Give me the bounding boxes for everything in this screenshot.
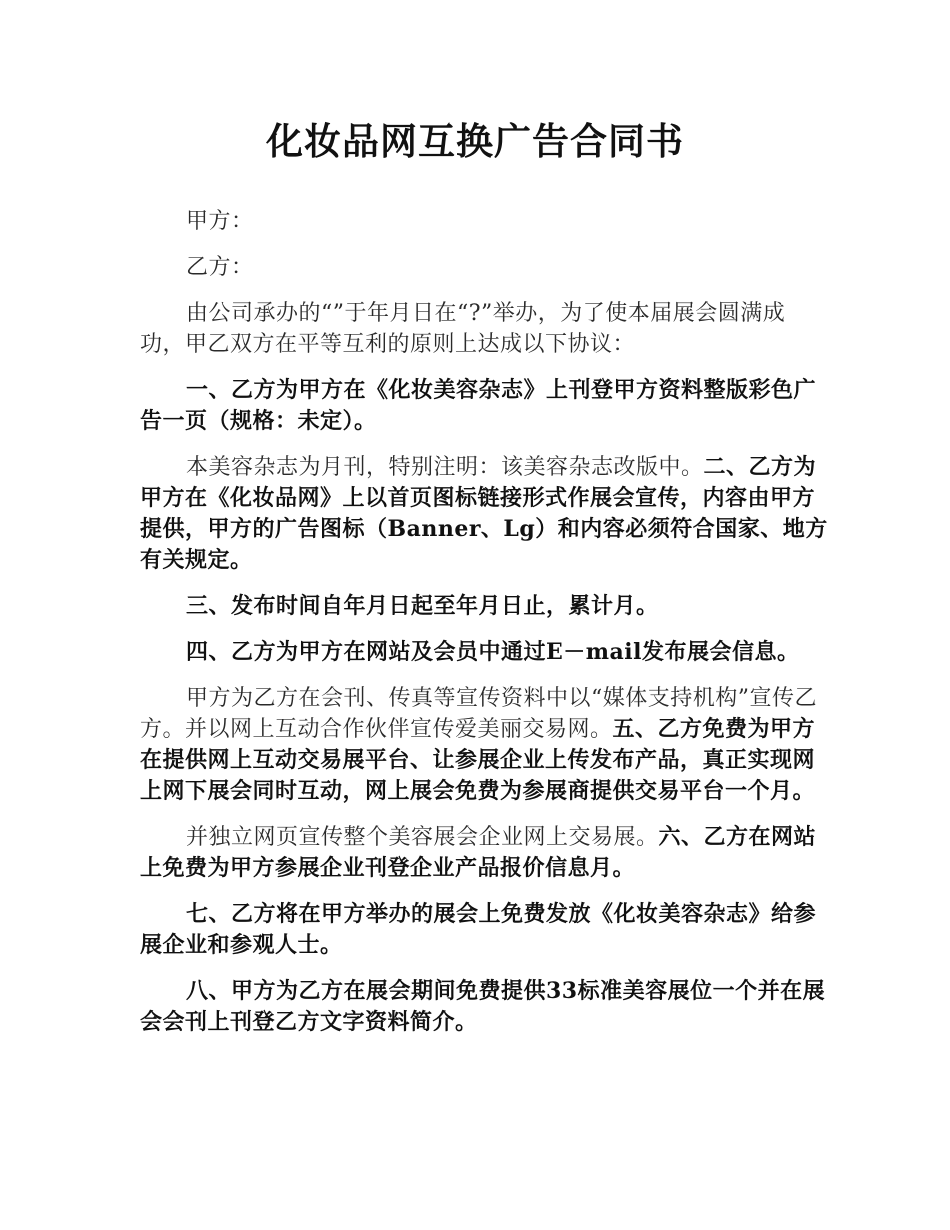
party-b-line: 乙方： [186, 255, 254, 280]
clause-7: 七、乙方将在甲方举办的展会上免费发放《化妆美容杂志》给参展企业和参观人士。 [140, 901, 817, 958]
webpage-note: 并独立网页宣传整个美容展会企业网上交易展。 [186, 825, 659, 850]
intro-paragraph: 由公司承办的“”于年月日在“?”举办，为了使本届展会圆满成功，甲乙双方在平等互利的原则上达成以下协议： [140, 301, 786, 357]
clause-8: 八、甲方为乙方在展会期间免费提供33标准美容展位一个并在展会会刊上刊登乙方文字资料简介。 [140, 978, 826, 1035]
clause-2: 二、乙方为甲方在《化妆品网》上以首页图标链接形式作展会宣传，内容由甲方提供，甲方的广告图标（Banner、Lg）和内容必须符合国家、地方有关规定。 [140, 454, 828, 573]
clause-2-paragraph [140, 452, 830, 576]
clause-5-paragraph [140, 683, 830, 807]
clause-5: 五、乙方免费为甲方在提供网上互动交易展平台、让参展企业上传发布产品，真正实现网上网下展会同时互动，网上展会免费为参展商提供交易平台一个月。 [140, 716, 816, 804]
clause-3: 三、发布时间自年月日起至年月日止，累计月。 [186, 593, 659, 619]
media-support-note: 甲方为乙方在会刊、传真等宣传资料中以“媒体支持机构”宣传乙方。并以网上互动合作伙伴宣传爱美丽交易网。 [140, 686, 817, 742]
document-title: 化妆品网互换广告合同书 [266, 120, 684, 163]
clause-6-paragraph [140, 822, 830, 884]
clause-1: 一、乙方为甲方在《化妆美容杂志》上刊登甲方资料整版彩色广告一页（规格：未定）。 [140, 377, 817, 434]
clause-4: 四、乙方为甲方在网站及会员中通过E－mail发布展会信息。 [186, 639, 800, 665]
clause-6: 六、乙方在网站上免费为甲方参展企业刊登企业产品报价信息月。 [140, 824, 817, 881]
party-a-line: 甲方： [186, 209, 254, 234]
magazine-note: 本美容杂志为月刊，特别注明：该美容杂志改版中。 [186, 455, 704, 480]
